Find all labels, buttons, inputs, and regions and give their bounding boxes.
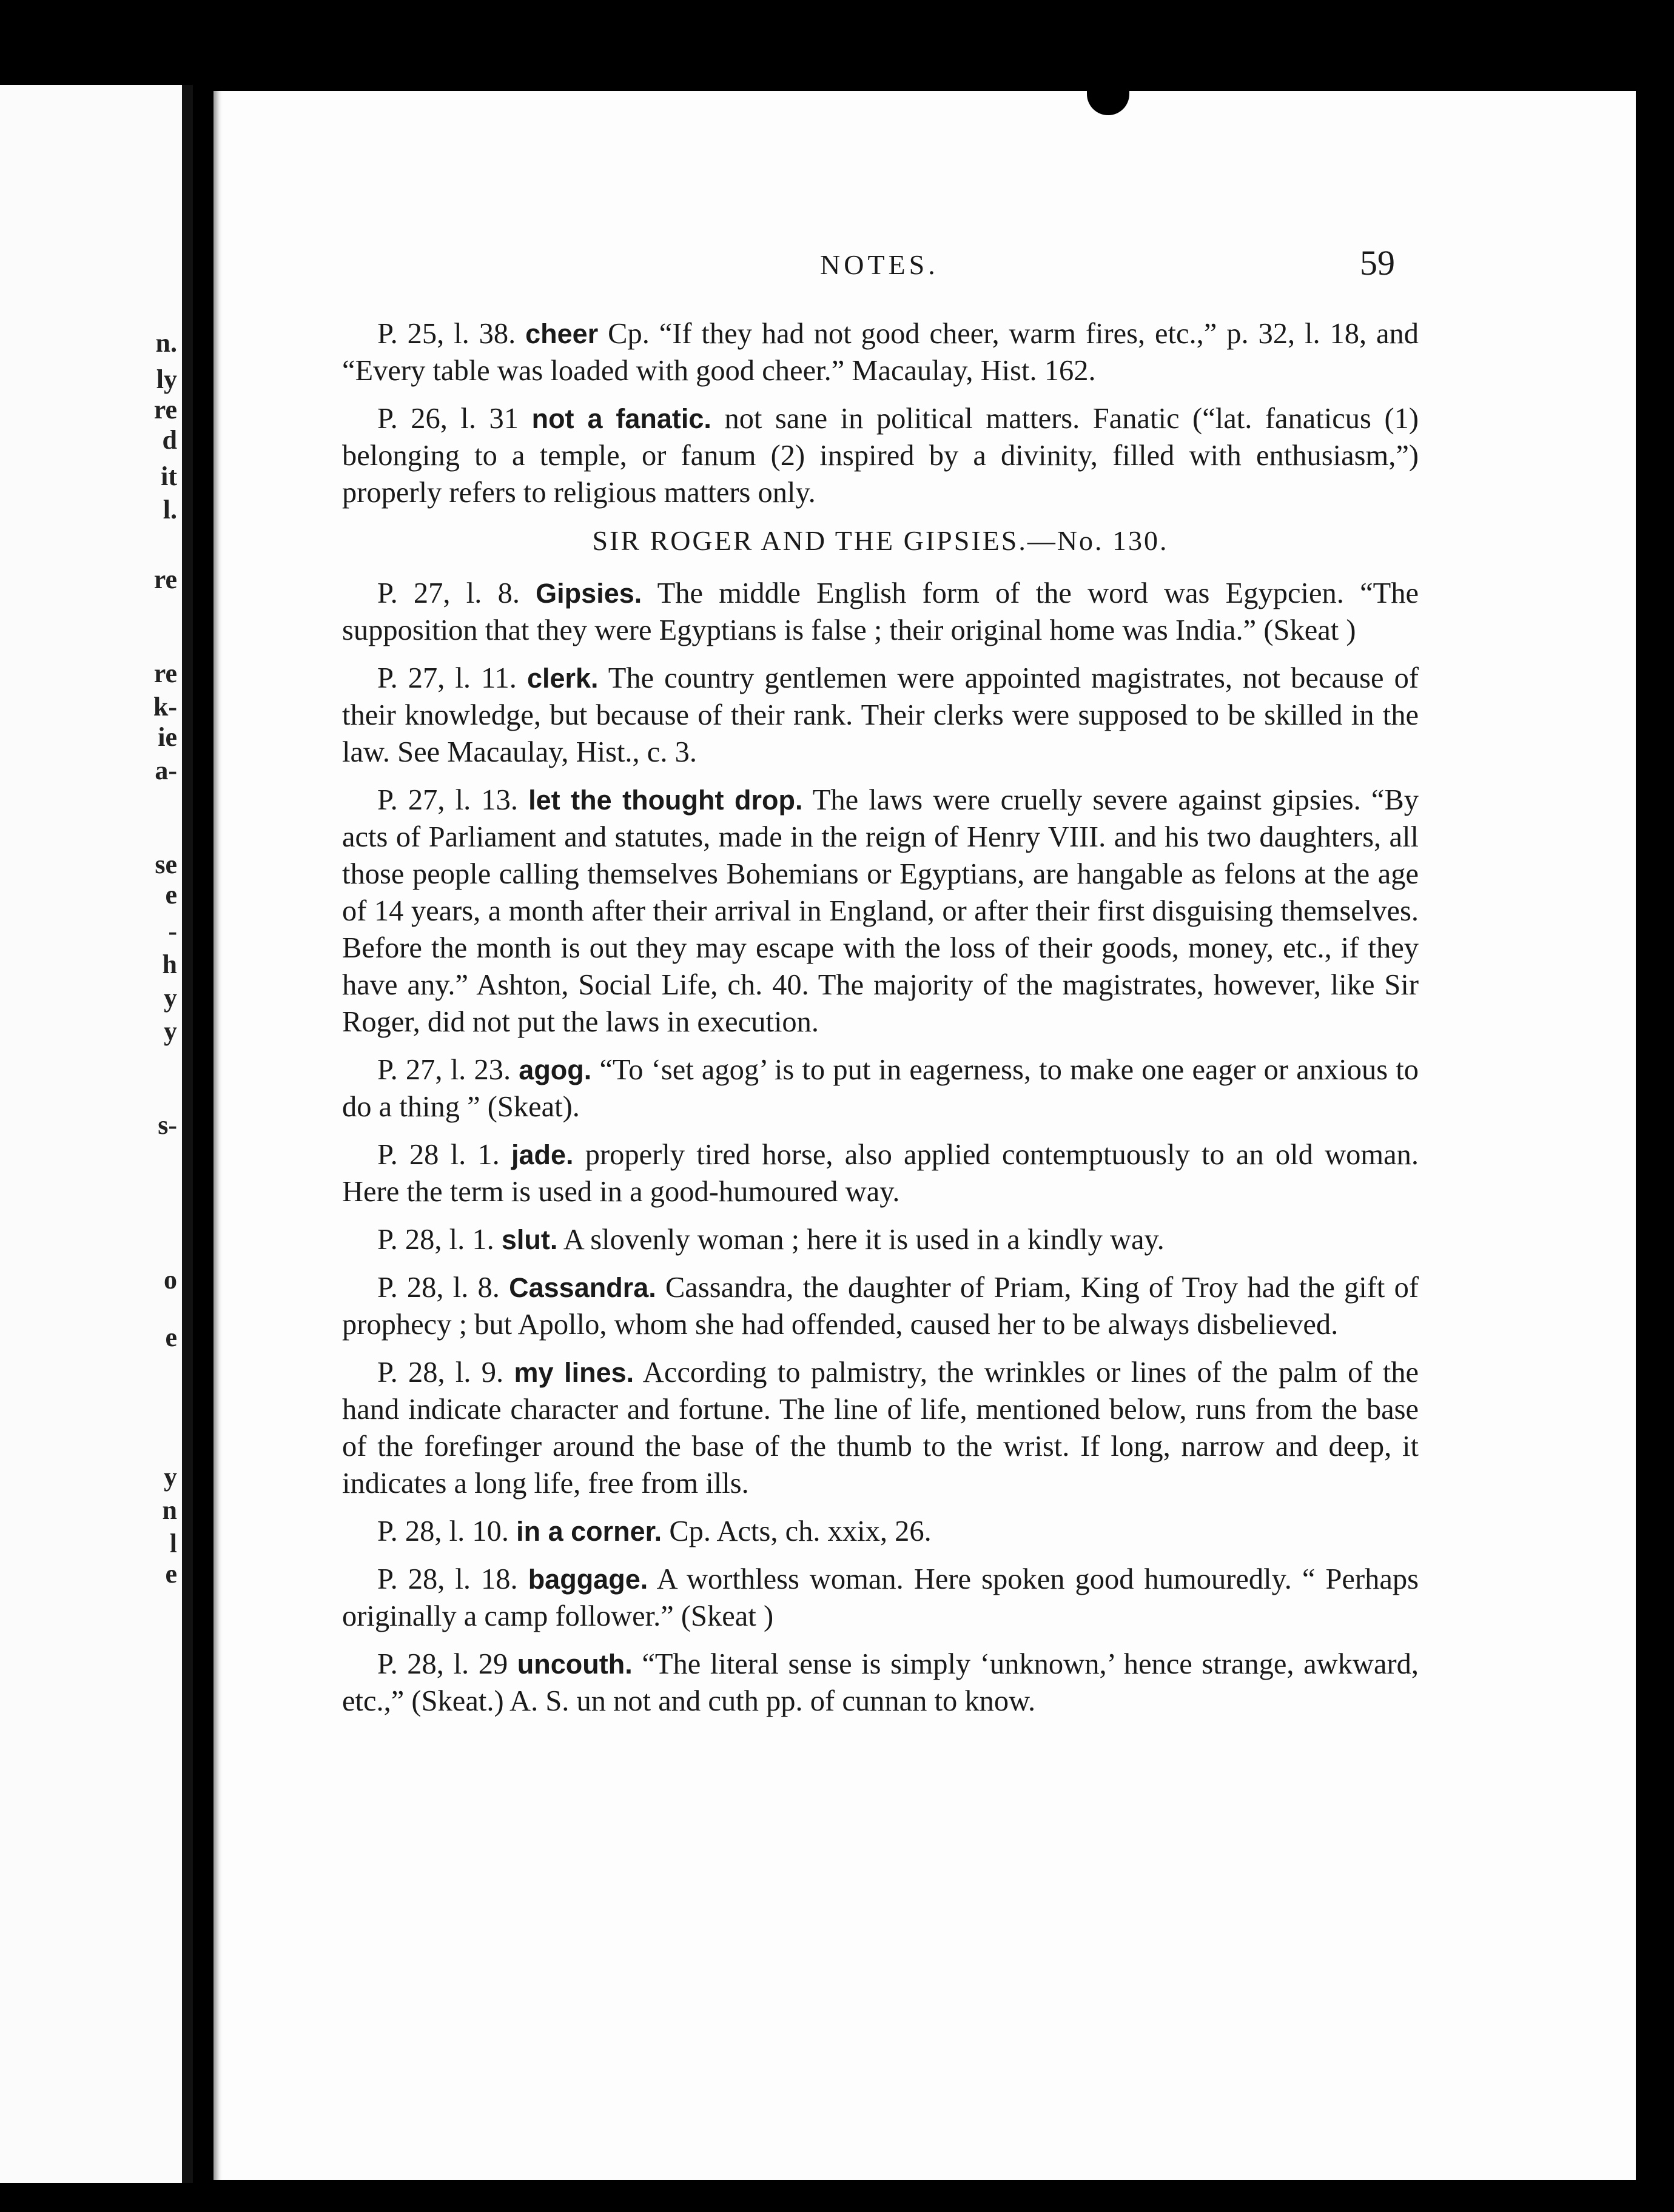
- page-header: [213, 243, 1636, 291]
- note-entry: [342, 400, 1419, 511]
- facing-page-fragment: d: [162, 425, 177, 455]
- note-entry: [342, 1561, 1419, 1635]
- running-title: NOTES.: [820, 249, 939, 280]
- facing-page-fragment: ly: [156, 364, 177, 394]
- note-reference: P. 28, l. 1.: [377, 1224, 494, 1256]
- note-lemma: my lines.: [514, 1357, 634, 1388]
- note-lemma: not a fanatic.: [531, 403, 711, 434]
- note-text: According to palmistry, the wrinkles or lines of the palm of the hand indicate character and fortune. The line of life, mentioned below, runs from the base of the forefinger around the base of the thumb to the wrist. If long, narrow and deep, it indicates a long life, free from ills.: [342, 1356, 1419, 1500]
- note-reference: P. 27, l. 13.: [377, 784, 518, 816]
- facing-page-fragment: n.: [155, 328, 177, 358]
- note-lemma: slut.: [501, 1224, 558, 1255]
- facing-page-fragment: se: [155, 850, 177, 879]
- note-text: Cp. “If they had not good cheer, warm fires, etc.,” p. 32, l. 18, and “Every table was loaded with good cheer.” Macaulay, Hist. 162.: [342, 318, 1419, 387]
- note-reference: P. 28, l. 29: [377, 1648, 508, 1680]
- note-reference: P. 27, l. 11.: [377, 662, 517, 694]
- facing-page-fragment: ie: [158, 722, 177, 752]
- note-entry: [342, 1269, 1419, 1343]
- page-number: 59: [1360, 243, 1395, 283]
- note-text: Cassandra, the daughter of Priam, King of Troy had the gift of prophecy ; but Apollo, whom she had offended, caused her to be always disbelieved.: [342, 1272, 1419, 1341]
- note-reference: P. 28, l. 9.: [377, 1356, 504, 1389]
- facing-page-fragment: y: [164, 1462, 177, 1492]
- facing-page-fragment: re: [153, 565, 177, 594]
- facing-page-fragment: y: [164, 1016, 177, 1046]
- facing-page-fragment: o: [164, 1265, 177, 1295]
- facing-page-fragment: a-: [155, 756, 177, 785]
- note-text: A worthless woman. Here spoken good humouredly. “ Perhaps originally a camp follower.” (Skeat ): [342, 1563, 1419, 1632]
- note-text: “To ‘set agog’ is to put in eagerness, to make one eager or anxious to do a thing ” (Skeat).: [342, 1054, 1419, 1123]
- note-text: Cp. Acts, ch. xxix, 26.: [669, 1515, 932, 1547]
- note-text: properly tired horse, also applied contemptuously to an old woman. Here the term is used in a good-humoured way.: [342, 1139, 1419, 1208]
- note-reference: P. 28, l. 18.: [377, 1563, 518, 1595]
- facing-page-fragment: l: [169, 1529, 177, 1558]
- note-text: A slovenly woman ; here it is used in a kindly way.: [563, 1224, 1165, 1256]
- note-lemma: agog.: [519, 1054, 592, 1085]
- notes-group-after: [342, 575, 1419, 1720]
- note-lemma: uncouth.: [517, 1649, 633, 1680]
- note-text: The middle English form of the word was Egypcien. “The supposition that they were Egyptians is false ; their original home was India.” (Skeat ): [342, 577, 1419, 646]
- note-entry: [342, 782, 1419, 1041]
- note-entry: [342, 1513, 1419, 1550]
- note-lemma: Gipsies.: [536, 578, 642, 609]
- facing-page-fragment: -: [168, 916, 177, 946]
- facing-page-fragment: re: [153, 659, 177, 688]
- note-reference: P. 25, l. 38.: [377, 318, 516, 350]
- facing-page-fragment: n: [162, 1495, 177, 1525]
- note-entry: [342, 315, 1419, 389]
- facing-page-fragment: e: [165, 1559, 177, 1589]
- note-reference: P. 28, l. 10.: [377, 1515, 509, 1547]
- note-entry: [342, 1646, 1419, 1720]
- facing-page-fragment: e: [165, 880, 177, 910]
- note-reference: P. 27, l. 23.: [377, 1054, 511, 1086]
- note-text: The country gentlemen were appointed magistrates, not because of their knowledge, but because of their rank. Their clerks were supposed to be skilled in the law. See Macaulay, Hist., c. 3.: [342, 662, 1419, 768]
- note-entry: [342, 1354, 1419, 1502]
- note-entry: [342, 1051, 1419, 1125]
- note-lemma: clerk.: [526, 663, 599, 694]
- note-entry: [342, 575, 1419, 649]
- note-entry: [342, 660, 1419, 771]
- note-reference: P. 28 l. 1.: [377, 1139, 500, 1171]
- facing-page-fragment: s-: [158, 1110, 177, 1140]
- facing-page-fragment: l.: [163, 495, 177, 525]
- note-lemma: baggage.: [528, 1564, 648, 1595]
- page-notch: [1087, 91, 1129, 115]
- note-entry: [342, 1221, 1419, 1258]
- note-lemma: Cassandra.: [509, 1272, 656, 1303]
- note-reference: P. 27, l. 8.: [377, 577, 520, 609]
- note-text: “The literal sense is simply ‘unknown,’ hence strange, awkward, etc.,” (Skeat.) A. S. un not and cuth pp. of cunnan to know.: [342, 1648, 1419, 1717]
- note-text: not sane in political matters. Fanatic (“lat. fanaticus (1) belonging to a temple, or fanum (2) inspired by a divinity, filled with enthusiasm,”) properly refers to religious matters only.: [342, 403, 1419, 509]
- note-lemma: jade.: [511, 1139, 574, 1170]
- note-reference: P. 28, l. 8.: [377, 1272, 500, 1304]
- notes-group-before: [342, 315, 1419, 511]
- facing-page-fragment: e: [165, 1322, 177, 1352]
- section-heading: SIR ROGER AND THE GIPSIES.—No. 130.: [592, 525, 1169, 556]
- notes-body: [342, 315, 1419, 1731]
- note-reference: P. 26, l. 31: [377, 403, 519, 435]
- note-text: The laws were cruelly severe against gipsies. “By acts of Parliament and statutes, made in the reign of Henry VIII. and his two daughters, all those people calling themselves Bohemians or Egyptians, are hangable as felons at the age of 14 years, a month after their arrival in England, or after their first disguising themselves. Before the month is out they may escape with the loss of their goods, money, etc., if they have any.” Ashton, Social Life, ch. 40. The majority of the magistrates, however, like Sir Roger, did not put the laws in execution.: [342, 784, 1419, 1038]
- note-lemma: cheer: [525, 318, 599, 349]
- facing-page-fragment: y: [164, 983, 177, 1013]
- facing-page-fragment: re: [153, 395, 177, 424]
- note-entry: [342, 1136, 1419, 1210]
- note-lemma: let the thought drop.: [528, 785, 803, 816]
- facing-page-edge: [0, 85, 193, 2183]
- facing-page-fragment: h: [162, 950, 177, 979]
- note-lemma: in a corner.: [516, 1516, 662, 1547]
- facing-page-fragment: k-: [153, 692, 177, 722]
- book-page: [213, 91, 1636, 2180]
- facing-page-fragment: it: [161, 461, 177, 491]
